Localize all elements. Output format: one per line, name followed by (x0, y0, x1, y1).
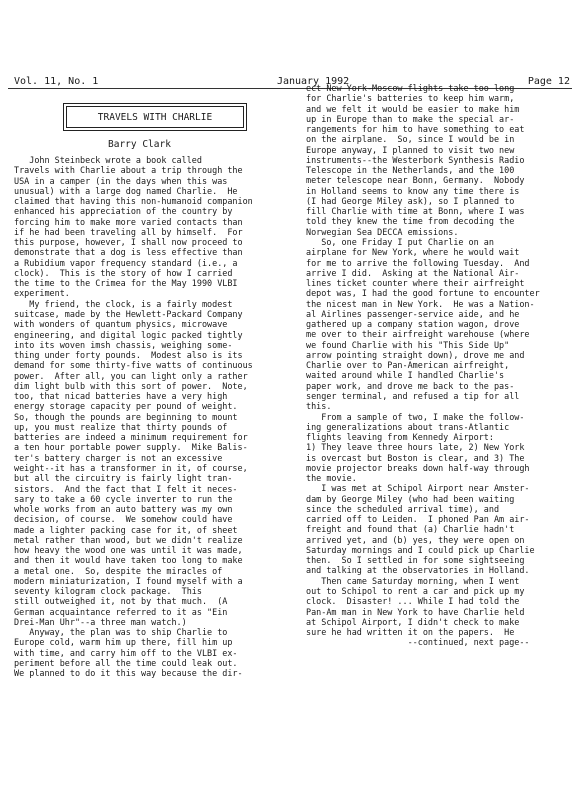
text-line: al Airlines passenger-service aide, and he (306, 308, 520, 319)
text-line: up in Europe than to make the special ar- (306, 113, 515, 124)
text-line: is overcast but Boston is clear, and 3) The (306, 452, 525, 463)
text-line: for Charlie's batteries to keep him warm, (306, 93, 515, 104)
text-line: rangements for him to have something to eat (306, 124, 525, 135)
text-line: me over to their airfreight warehouse (where (306, 329, 530, 340)
text-line: We planned to do it this way because the dir- (14, 668, 243, 679)
page-number: Page 12 (527, 76, 570, 87)
text-line: periment before all the time could leak out. (14, 658, 238, 669)
text-line: Europe cold, warm him up there, fill him up (14, 637, 233, 648)
text-line: unusual) with a large dog named Charlie. He (14, 185, 238, 196)
text-line: but all the circuitry is fairly light tran- (14, 473, 233, 484)
text-line: enhanced his appreciation of the country by (14, 206, 233, 217)
text-line: the movie. (306, 473, 357, 484)
text-line: and we felt it would be easier to make him (306, 103, 520, 114)
text-line: Anyway, the plan was to ship Charlie to (14, 627, 228, 638)
text-line: movie projector breaks down half-way through (306, 462, 530, 473)
text-line: then. So I settled in for some sightseeing (306, 555, 525, 566)
text-line: gathered up a company station wagon, drove (306, 319, 520, 330)
text-line: seventy kilogram clock package. This (14, 586, 202, 597)
text-line: modern miniaturization, I found myself with a (14, 575, 243, 586)
text-line: told they knew the time from decoding the (306, 216, 515, 227)
text-line: with wonders of quantum physics, microwave (14, 319, 228, 330)
text-line: So, one Friday I put Charlie on an (306, 236, 494, 247)
text-line: energy storage capacity per pound of weight. (14, 401, 238, 412)
text-line: out to Schipol to rent a car and pick up my (306, 586, 525, 597)
volume-number: Vol. 11, No. 1 (14, 76, 99, 87)
text-line: this. (306, 401, 332, 412)
text-line: batteries are indeed a minimum requirement for (14, 432, 248, 443)
text-line: arrived yet, and (b) yes, they were open on (306, 534, 525, 545)
text-line: dim light bulb with this sort of power. Note, (14, 380, 248, 391)
text-line: weight--it has a transformer in it, of course, (14, 462, 248, 473)
text-line: Then came Saturday morning, when I went (306, 575, 520, 586)
text-line: in Holland seems to know any time there is (306, 185, 520, 196)
text-line: sistors. And the fact that I felt it neces- (14, 483, 238, 494)
text-line: made a lighter packing case for it, of sheet (14, 524, 238, 535)
text-line: carried off to Leiden. I phoned Pan Am air- (306, 514, 530, 525)
text-line: USA in a camper (in the days when this was (14, 175, 228, 186)
text-line: arrow pointing straight down), drove me and (306, 349, 525, 360)
text-line: we found Charlie with his "This Side Up" (306, 339, 510, 350)
text-line: the time to the Crimea for the May 1990 VLBI (14, 278, 238, 289)
text-line: ter's battery charger is not an excessive (14, 452, 223, 463)
text-line: engineering, and digital logic packed tightly (14, 329, 243, 340)
left-text-column (14, 155, 253, 679)
text-line: at Schipol Airport, I didn't check to make (306, 616, 520, 627)
text-line: this purpose, however, I shall now proceed to (14, 237, 243, 248)
text-line: clock). This is the story of how I carried (14, 267, 233, 278)
text-line: since the scheduled arrival time), and (306, 503, 500, 514)
text-line: Telescope in the Netherlands, and the 100 (306, 165, 515, 176)
text-line: depot was, I had the good fortune to encounter (306, 288, 540, 299)
text-line: From a sample of two, I make the follow- (306, 411, 525, 422)
text-line: sure he had written it on the papers. He (306, 627, 515, 638)
text-line: John Steinbeck wrote a book called (14, 155, 202, 165)
text-line: demonstrate that a dog is less effective than (14, 247, 243, 258)
text-line: 1) They leave three hours late, 2) New York (306, 442, 525, 453)
text-line: airplane for New York, where he would wait (306, 247, 520, 258)
text-line: paper work, and drove me back to the pas- (306, 380, 515, 391)
text-line: and then it would have taken too long to make (14, 555, 243, 566)
text-line: whole works from an auto battery was my own (14, 504, 233, 515)
text-line: ing generalizations about trans-Atlantic (306, 421, 510, 432)
text-line: power. After all, you can light only a rather (14, 370, 248, 381)
text-line: Charlie over to Pan-American airfreight, (306, 360, 510, 371)
text-line: suitcase, made by the Hewlett-Packard Company (14, 308, 243, 319)
text-line: metal rather than wood, but we didn't realize (14, 534, 243, 545)
right-text-column (306, 83, 540, 648)
text-line: dam by George Miley (who had been waiting (306, 493, 515, 504)
text-line: senger terminal, and refused a tip for all (306, 390, 520, 401)
text-line: Travels with Charlie about a trip through the (14, 165, 243, 176)
text-line: for me to arrive the following Tuesday. And (306, 257, 530, 268)
text-line: still outweighed it, not by that much. (A (14, 596, 228, 607)
text-line: Pan-Am man in New York to have Charlie held (306, 606, 525, 617)
text-line: decision, of course. We somehow could have (14, 514, 233, 525)
text-line: clock. Disaster! ... While I had told the (306, 596, 520, 607)
text-line: Drei-Man Uhr"--a three man watch.) (14, 616, 187, 627)
article-title-box (66, 106, 244, 128)
text-line: on the airplane. So, since I would be in (306, 134, 515, 145)
text-line: claimed that having this non-humanoid companion (14, 196, 253, 207)
text-line: German acquaintance referred to it as "Ein (14, 606, 228, 617)
text-line: Saturday mornings and I could pick up Charlie (306, 544, 535, 555)
text-line: demand for some thirty-five watts of continuous (14, 360, 253, 371)
text-line: flights leaving from Kennedy Airport: (306, 432, 494, 443)
issue-date: January 1992 (276, 76, 350, 87)
text-line: sary to take a 60 cycle inverter to run the (14, 493, 233, 504)
text-line: arrive I did. Asking at the National Air- (306, 267, 520, 278)
text-line: meter telescope near Bonn, Germany. Nobody (306, 175, 525, 186)
text-line: I was met at Schipol Airport near Amster- (306, 483, 530, 494)
text-line: So, though the pounds are beginning to mount (14, 411, 238, 422)
article-author: Barry Clark (108, 139, 171, 150)
text-line: freight and found that (a) Charlie hadn't (306, 524, 515, 535)
text-line: waited around while I handled Charlie's (306, 370, 505, 381)
text-line: --continued, next page-- (306, 637, 530, 648)
text-line: (I had George Miley ask), so I planned to (306, 195, 515, 206)
text-line: a Rubidium vapor frequency standard (i.e., a (14, 257, 238, 268)
text-line: thing under forty pounds. Modest also is its (14, 350, 243, 361)
text-line: the nicest man in New York. He was a Nation- (306, 298, 535, 309)
text-line: fill Charlie with time at Bonn, where I was (306, 206, 525, 217)
text-line: how heavy the wood one was until it was made, (14, 545, 243, 556)
text-line: and talking at the observatories in Holland. (306, 565, 530, 576)
text-line: into its woven imsh chassis, weighing some- (14, 339, 233, 350)
text-line: forcing him to make more varied contacts than (14, 216, 243, 227)
text-line: Europe anyway, I planned to visit two new (306, 144, 515, 155)
text-line: lines ticket counter where their airfreight (306, 278, 525, 289)
text-line: ect New York-Moscow flights take too long (306, 83, 515, 93)
text-line: experiment. (14, 288, 70, 299)
text-line: Norwegian Sea DECCA emissions. (306, 226, 459, 237)
text-line: if he had been traveling all by himself. For (14, 226, 243, 237)
text-line: too, that nicad batteries have a very high (14, 391, 228, 402)
text-line: with time, and carry him off to the VLBI ex- (14, 647, 238, 658)
article-title: TRAVELS WITH CHARLIE (97, 111, 213, 123)
text-line: My friend, the clock, is a fairly modest (14, 298, 233, 309)
text-line: a ten hour portable power supply. Mike Balis- (14, 442, 248, 453)
text-line: up, you must realize that thirty pounds of (14, 421, 228, 432)
text-line: a metal one. So, despite the miracles of (14, 565, 223, 576)
text-line: instruments--the Westerbork Synthesis Radio (306, 154, 525, 165)
